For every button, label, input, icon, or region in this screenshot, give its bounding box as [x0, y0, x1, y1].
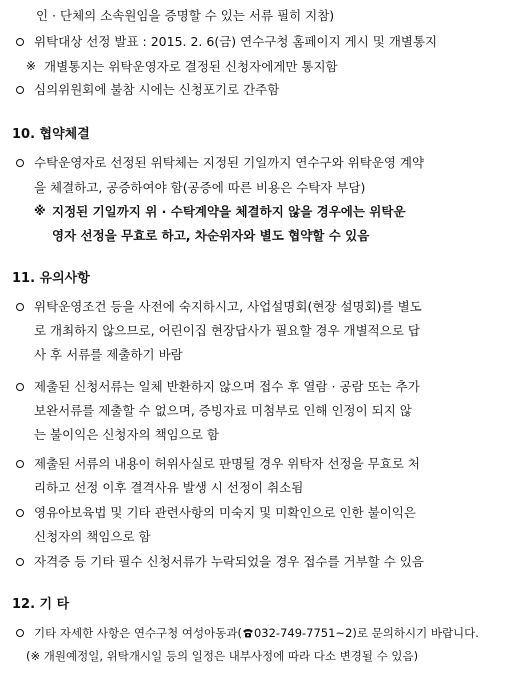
contact-line: [34, 625, 479, 641]
text-line: 개별통지는 위탁운영자로 결정된 신청자에게만 통지함: [44, 59, 338, 74]
text-line: 신청자의 책임으로 함: [34, 529, 151, 544]
bullet-icon: [16, 86, 24, 94]
text-line: 는 불이익은 신청자의 책임으로 함: [34, 427, 219, 442]
bullet-icon: [16, 629, 24, 637]
bullet-icon: [16, 509, 24, 517]
text-line: 을 체결하고, 공증하여야 함(공증에 따른 비용은 수탁자 부담): [34, 180, 366, 195]
text-line: 수탁운영자로 선정된 위탁체는 지정된 기일까지 연수구와 위탁운영 계약: [34, 155, 425, 170]
reference-mark-icon: ※: [26, 59, 37, 73]
note-line: (※ 개원예정일, 위탁개시일 등의 일정은 내부사정에 따라 다소 변경될 수 있음): [26, 649, 419, 663]
bullet-icon: [16, 38, 24, 46]
reference-mark-icon: ※: [34, 204, 46, 218]
bullet-icon: [16, 303, 24, 311]
text-line: 리하고 선정 이후 결격사유 발생 시 선정이 취소됨: [34, 480, 304, 495]
text-line-emphasis: 지정된 기일까지 위 · 수탁계약을 체결하지 않을 경우에는 위탁운: [52, 204, 406, 219]
section-heading-11: 11. 유의사항: [12, 271, 90, 286]
bullet-icon: [16, 460, 24, 468]
text-line: 로 개최하지 않으므로, 어린이집 현장답사가 필요할 경우 개별적으로 답: [34, 323, 420, 338]
telephone-icon: [242, 628, 254, 638]
bullet-icon: [16, 159, 24, 167]
bullet-icon: [16, 558, 24, 566]
text-line: 사 후 서류를 제출하기 바람: [34, 347, 183, 362]
text-line-emphasis: 영자 선정을 무효로 하고, 차순위자와 별도 협약할 수 있음: [52, 228, 370, 243]
section-heading-12: 12. 기 타: [12, 597, 70, 612]
contact-text: 기타 자세한 사항은 연수구청 여성아동과(: [34, 626, 242, 640]
text-line: 인 · 단체의 소속원임을 증명할 수 있는 서류 필히 지참): [36, 8, 335, 23]
bullet-icon: [16, 383, 24, 391]
text-line: 제출된 서류의 내용이 허위사실로 판명될 경우 위탁자 선정을 무효로 처: [34, 456, 420, 471]
text-line: 제출된 신청서류는 일체 반환하지 않으며 접수 후 열람 · 공람 또는 추가: [34, 379, 420, 394]
text-line: 영유아보육법 및 기타 관련사항의 미숙지 및 미확인으로 인한 불이익은: [34, 505, 416, 520]
text-line: 위탁대상 선정 발표 : 2015. 2. 6(금) 연수구청 홈페이지 게시 및 개별통지: [34, 34, 438, 49]
contact-phone: 032-749-7751~2)로 문의하시기 바랍니다.: [253, 626, 479, 640]
section-heading-10: 10. 협약체결: [12, 127, 90, 142]
text-line: 위탁운영조건 등을 사전에 숙지하시고, 사업설명회(현장 설명회)를 별도: [34, 299, 422, 314]
text-line: 보완서류를 제출할 수 없으며, 증빙자료 미첨부로 인해 인정이 되지 않: [34, 403, 412, 418]
text-line: 심의위원회에 불참 시에는 신청포기로 간주함: [34, 82, 280, 97]
text-line: 자격증 등 기타 필수 신청서류가 누락되었을 경우 접수를 거부할 수 있음: [34, 554, 424, 569]
